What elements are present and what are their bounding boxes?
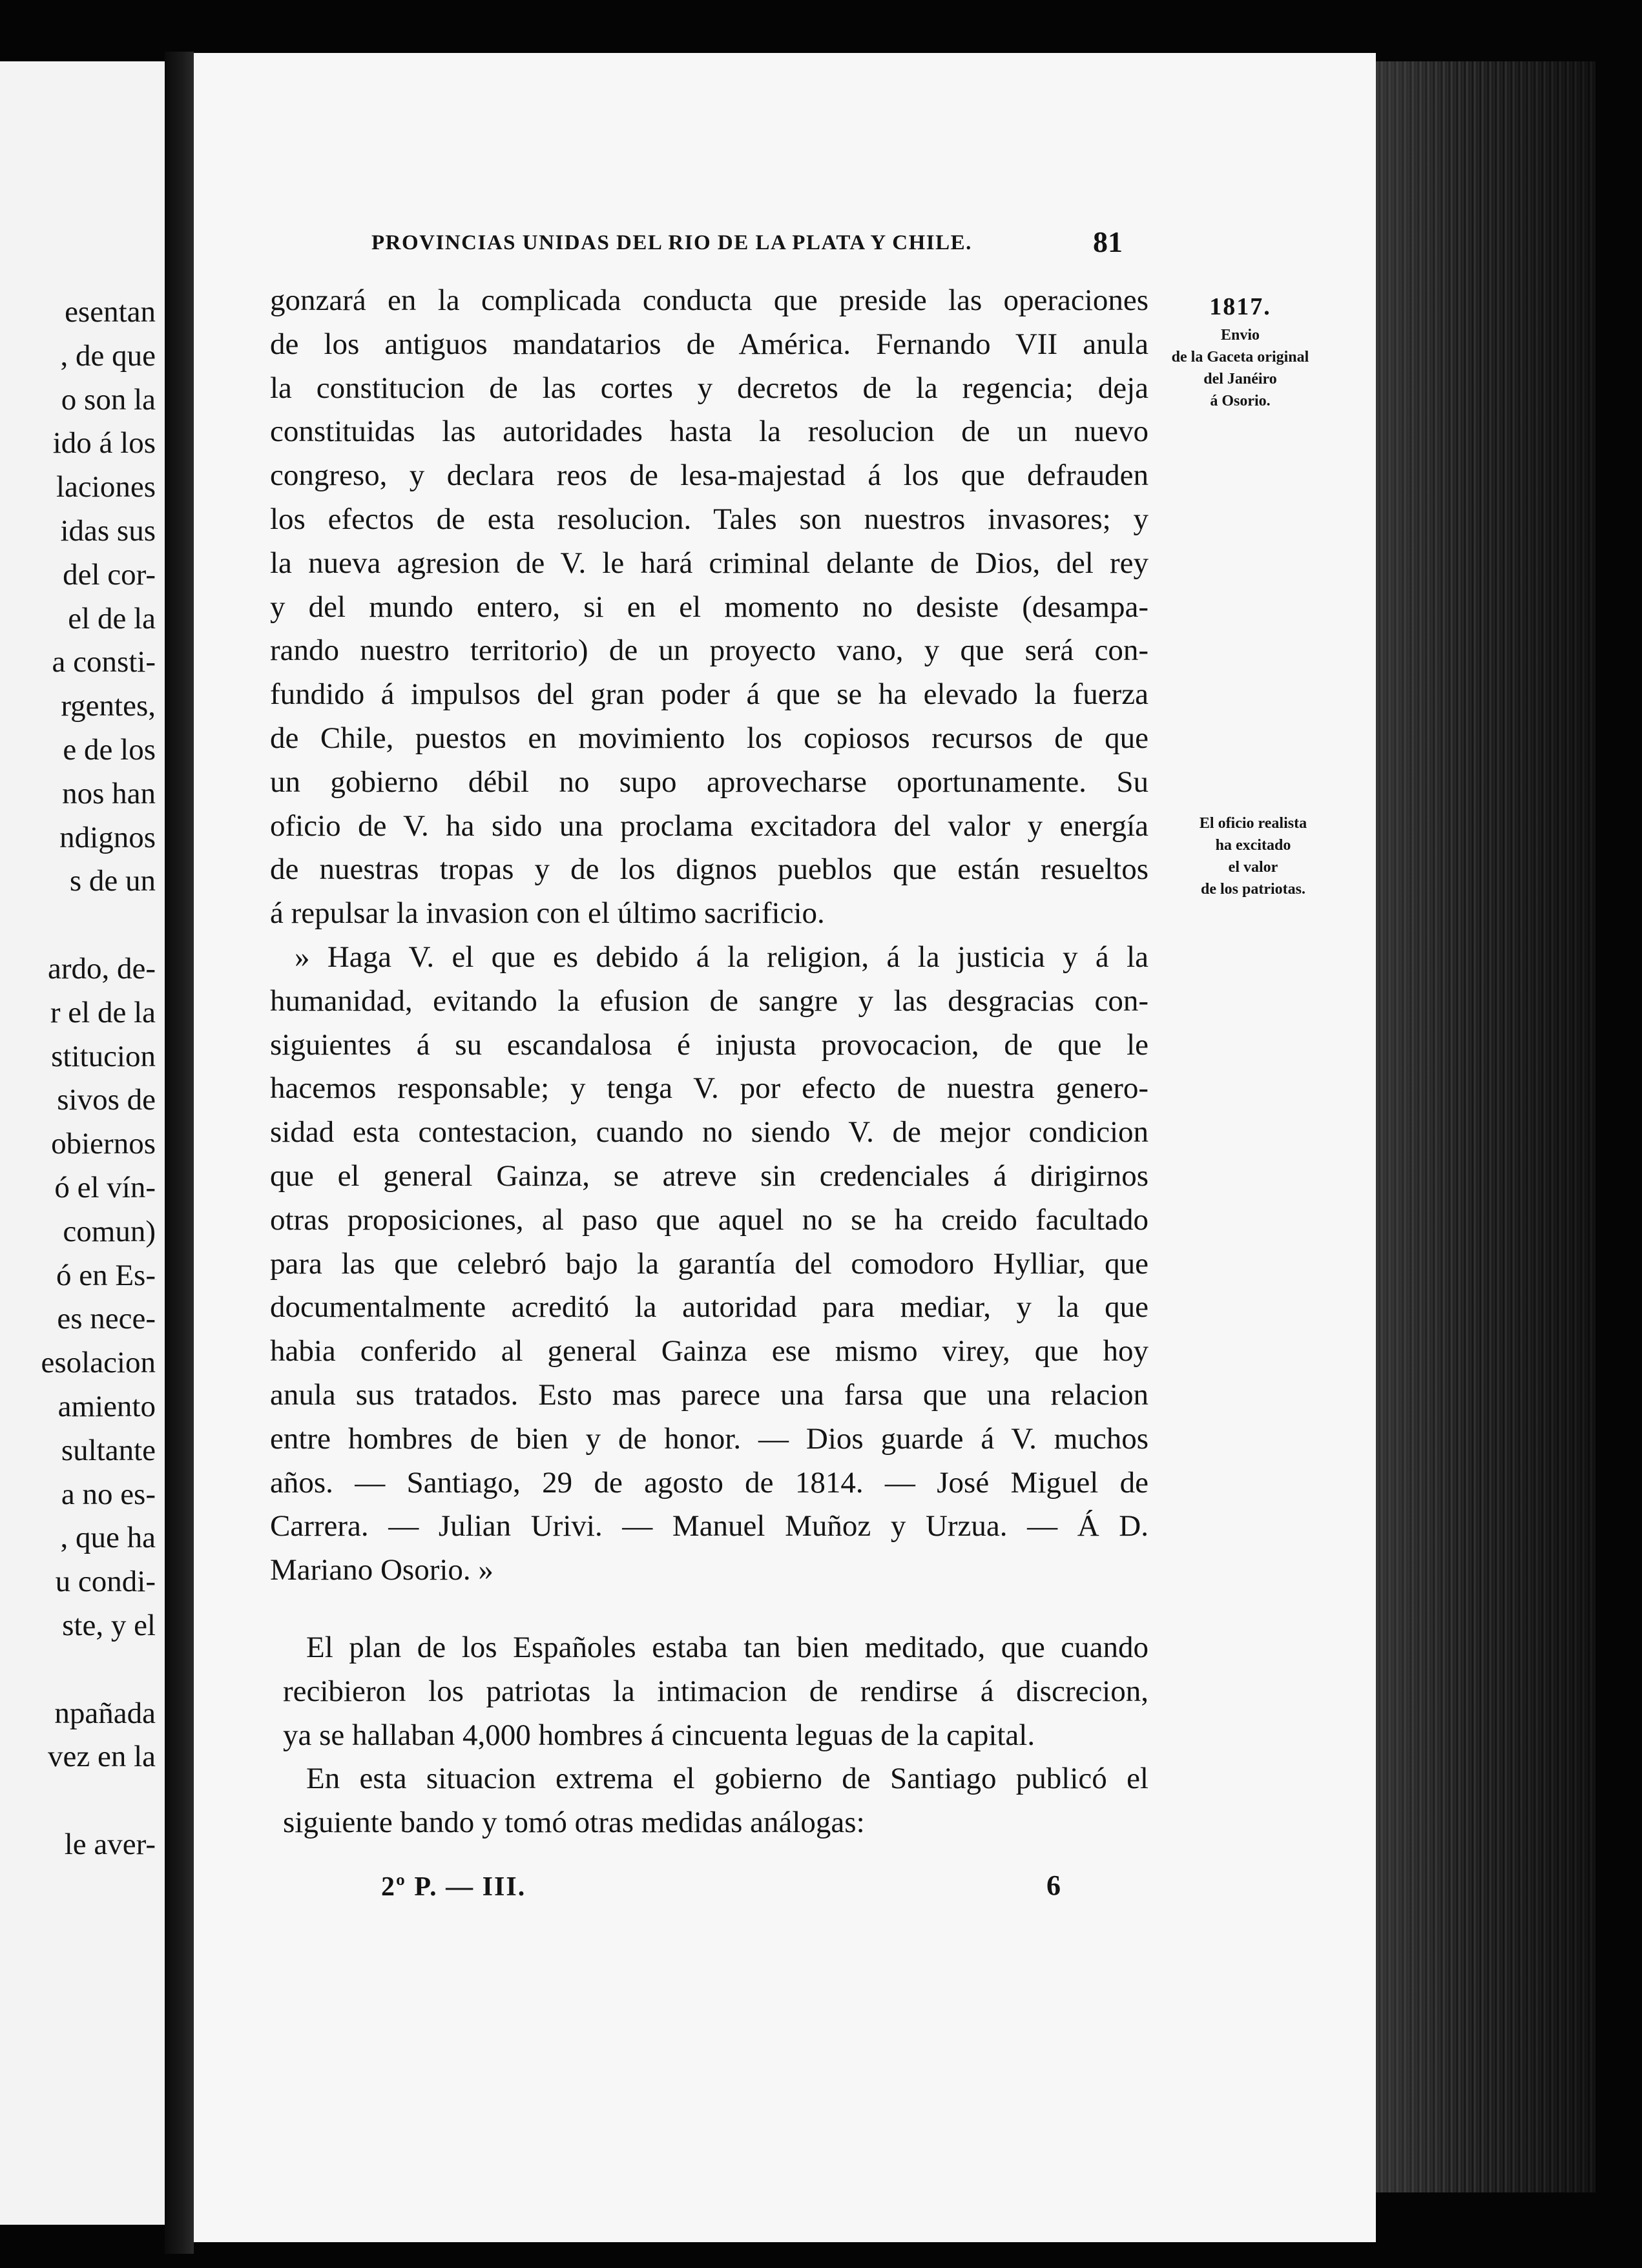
text-line: esolacion [41, 1346, 156, 1380]
text-line: sultante [61, 1433, 156, 1467]
text-line: , de que [60, 338, 156, 373]
text-line: e de los [63, 732, 156, 767]
paragraph-3 [283, 1626, 1148, 1757]
margin-note-line: del Janéiro [1203, 371, 1277, 387]
margin-note-line: á Osorio. [1210, 393, 1271, 409]
text-line: vez en la [47, 1740, 156, 1774]
text-line [0, 903, 156, 947]
body-text [270, 279, 1148, 1845]
text-line: a consti- [52, 645, 156, 679]
margin-year: 1817. [1209, 293, 1271, 320]
text-line: oficio de V. ha sido una proclama excitadora del valor y energía [270, 809, 1148, 843]
text-line: anula sus tratados. Esto mas parece una farsa que una relacion [270, 1377, 1148, 1412]
text-line: stitucion [51, 1039, 156, 1073]
margin-note-line: de los patriotas. [1201, 881, 1305, 898]
text-line: documentalmente acreditó la autoridad para mediar, y la que [270, 1290, 1148, 1325]
paragraph-gap [270, 1593, 1148, 1626]
text-line: npañada [54, 1696, 156, 1730]
signature-mark: 2º P. — III. [381, 1872, 526, 1902]
text-line: constituidas las autoridades hasta la resolucion de un nuevo [270, 415, 1148, 449]
text-line: entre hombres de bien y de honor. — Dios guarde á V. muchos [270, 1421, 1148, 1456]
text-line: es nece- [57, 1302, 156, 1336]
margin-note-oficio [1163, 812, 1344, 900]
text-line: para las que celebró bajo la garantía del comodoro Hylliar, que [270, 1246, 1148, 1281]
text-line: u condi- [55, 1565, 156, 1599]
previous-page-text [0, 291, 156, 1867]
margin-note-line: ha excitado [1215, 837, 1291, 854]
text-line: comun) [63, 1214, 156, 1248]
text-line: la constitucion de las cortes y decretos de la regencia; deja [270, 371, 1148, 405]
text-line: del cor- [63, 557, 156, 592]
text-line: otras proposiciones, al paso que aquel no se ha creido facultado [270, 1202, 1148, 1237]
page-number: 81 [1093, 225, 1123, 258]
book-gutter [165, 52, 194, 2254]
margin-note-line: el valor [1228, 859, 1278, 876]
text-line: ó en Es- [56, 1258, 156, 1292]
text-line: de nuestras tropas y de los dignos pueblos que están resueltos [270, 852, 1148, 887]
text-line: o son la [61, 382, 156, 417]
text-line: le aver- [64, 1827, 156, 1861]
text-line: ya se hallaban 4,000 hombres á cincuenta leguas de la capital. [283, 1718, 1035, 1752]
text-line: ardo, de- [47, 951, 156, 985]
text-line: ó el vín- [54, 1170, 156, 1204]
text-line: En esta situacion extrema el gobierno de Santiago publicó el [306, 1762, 1148, 1796]
text-line: rgentes, [61, 689, 156, 723]
text-line: » Haga V. el que es debido á la religion, á la justicia y á la [295, 940, 1148, 974]
text-line: hacemos responsable; y tenga V. por efecto de nuestra genero- [270, 1071, 1148, 1106]
text-line: de Chile, puestos en movimiento los copiosos recursos de que [270, 721, 1148, 755]
text-line: fundido á impulsos del gran poder á que se ha elevado la fuerza [270, 677, 1148, 712]
text-line: siguiente bando y tomó otras medidas análogas: [283, 1806, 865, 1840]
text-line: , que ha [60, 1521, 156, 1555]
margin-note-line: de la Gaceta original [1171, 349, 1309, 366]
running-head: PROVINCIAS UNIDAS DEL RIO DE LA PLATA Y CHILE. [371, 231, 972, 254]
previous-page [0, 61, 169, 2225]
text-line: de los antiguos mandatarios de América. Fernando VII anula [270, 327, 1148, 361]
text-line: ido á los [52, 426, 156, 460]
text-line [0, 1648, 156, 1692]
margin-note-line: Envio [1220, 327, 1260, 344]
sheet-number: 6 [1046, 1870, 1062, 1901]
text-line: años. — Santiago, 29 de agosto de 1814. — José Miguel de [270, 1465, 1148, 1500]
text-line: esentan [65, 295, 156, 329]
paragraph-2 [270, 936, 1148, 1593]
text-line: que el general Gainza, se atreve sin credenciales á dirigirnos [270, 1159, 1148, 1193]
text-line: amiento [57, 1389, 156, 1423]
text-line: la nueva agresion de V. le hará criminal delante de Dios, del rey [270, 546, 1148, 580]
text-line: congreso, y declara reos de lesa-majestad á los que defrauden [270, 459, 1148, 493]
text-line: siguientes á su escandalosa é injusta provocacion, de que le [270, 1027, 1148, 1062]
text-line: Mariano Osorio. » [270, 1553, 494, 1587]
text-line: los efectos de esta resolucion. Tales son nuestros invasores; y [270, 502, 1148, 536]
text-line: obiernos [51, 1127, 156, 1161]
printer-signature [381, 1871, 1092, 1902]
text-line: idas sus [60, 513, 156, 548]
text-line: habia conferido al general Gainza ese mismo virey, que hoy [270, 1334, 1148, 1368]
paragraph-4 [283, 1757, 1148, 1845]
text-line: laciones [56, 470, 156, 504]
margin-note-line: El oficio realista [1199, 815, 1307, 832]
text-line: humanidad, evitando la efusion de sangre y las desgracias con- [270, 984, 1148, 1018]
text-line: un gobierno débil no supo aprovecharse oportunamente. Su [270, 765, 1148, 799]
text-line: a no es- [61, 1477, 156, 1511]
paragraph-1 [270, 279, 1148, 936]
text-line: á repulsar la invasion con el último sacrificio. [270, 896, 825, 931]
text-line: el de la [68, 601, 156, 635]
text-line [0, 1779, 156, 1823]
text-line: y del mundo entero, si en el momento no desiste (desampa- [270, 590, 1148, 624]
text-line: recibieron los patriotas la intimacion de rendirse á discrecion, [283, 1674, 1148, 1708]
text-line: ndignos [59, 820, 156, 854]
text-line: Carrera. — Julian Urivi. — Manuel Muñoz y Urzua. — Á D. [270, 1509, 1148, 1543]
text-line: ste, y el [62, 1608, 156, 1642]
text-line: nos han [62, 776, 156, 810]
text-line: sidad esta contestacion, cuando no siendo V. de mejor condicion [270, 1115, 1148, 1149]
margin-note-envio [1163, 289, 1318, 412]
text-line: El plan de los Españoles estaba tan bien meditado, que cuando [306, 1630, 1148, 1664]
text-line: rando nuestro territorio) de un proyecto vano, y que será con- [270, 634, 1148, 668]
text-line: gonzará en la complicada conducta que preside las operaciones [270, 284, 1148, 317]
text-line: r el de la [50, 995, 156, 1029]
text-line: sivos de [57, 1083, 156, 1117]
text-line: s de un [69, 864, 156, 898]
page-stack-shade [1376, 61, 1595, 2192]
